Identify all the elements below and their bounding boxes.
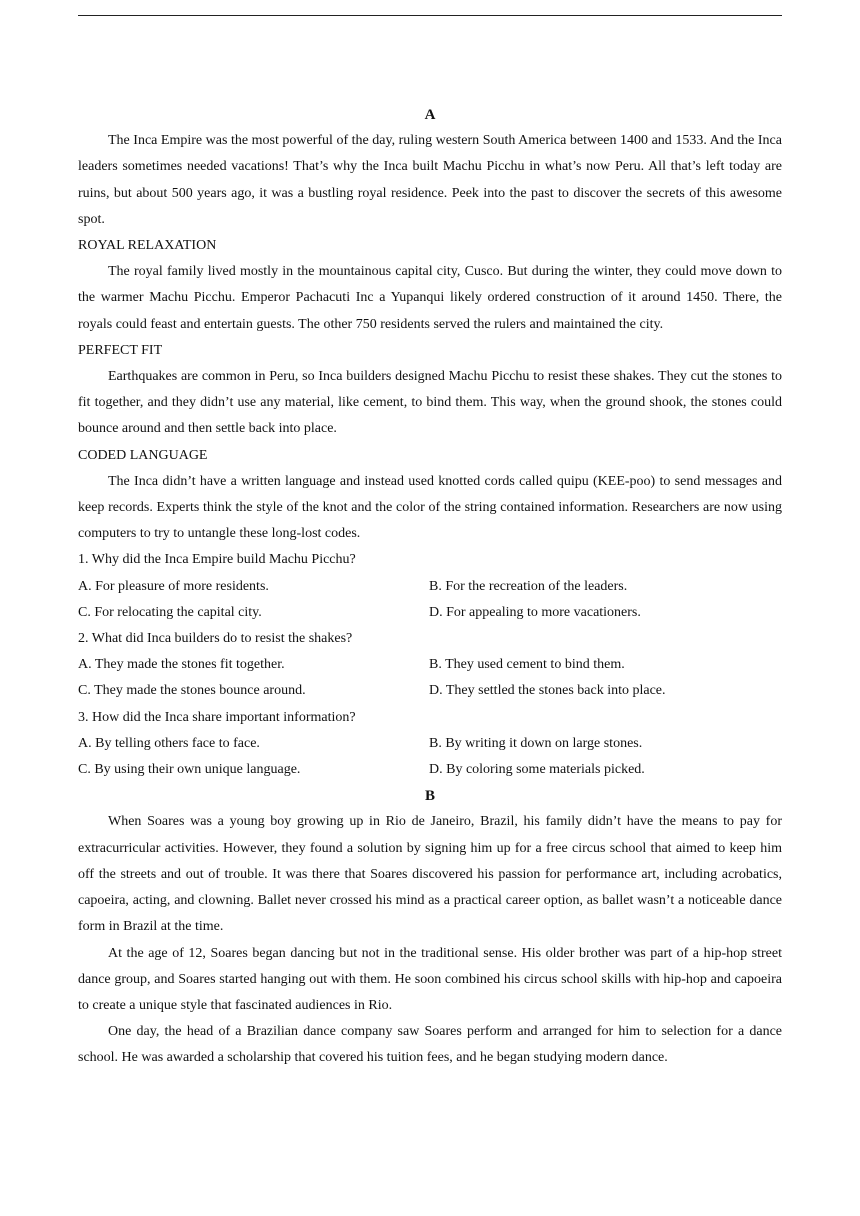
answer-options — [78, 574, 782, 626]
answer-options — [78, 731, 782, 783]
question-stem: 1. Why did the Inca Empire build Machu Picchu? — [78, 552, 356, 568]
section-b-paragraph-1: When Soares was a young boy growing up in Rio de Janeiro, Brazil, his family didn’t have the means to pay for extracurricular activities. However, they found a solution by signing him up for a free circus school that aimed to keep him off the streets and out of trouble. It was there that Soares discovered his passion for performance art, including acrobatics, capoeira, acting, and clowning. Ballet never crossed his mind as a practical career option, as ballet wasn’t a noticeable dance form in Brazil at the time. — [78, 814, 782, 935]
option-c[interactable]: C. They made the stones bounce around. — [78, 683, 306, 699]
question-stem: 2. What did Inca builders do to resist the shakes? — [78, 631, 353, 647]
section-a-intro: The Inca Empire was the most powerful of the day, ruling western South America between 1400 and 1533. And the Inca leaders sometimes needed vacations! That’s why the Inca built Machu Picchu in what’s now Peru. All that’s left today are ruins, but about 500 years ago, it was a bustling royal residence. Peek into the past to discover the secrets of this awesome spot. — [78, 133, 782, 227]
option-b[interactable]: B. By writing it down on large stones. — [429, 735, 643, 751]
option-d[interactable]: D. By coloring some materials picked. — [429, 762, 645, 778]
option-a[interactable]: A. By telling others face to face. — [78, 735, 260, 751]
section-b-paragraph-2: At the age of 12, Soares began dancing but not in the traditional sense. His older brother was part of a hip-hop street dance group, and Soares started hanging out with them. He soon combined his circus school skills with hip-hop and capoeira to create a unique style that fascinated audiences in Rio. — [78, 945, 782, 1013]
question-1 — [78, 547, 782, 626]
option-a[interactable]: A. They made the stones fit together. — [78, 657, 285, 673]
header-rule — [78, 15, 782, 16]
option-d[interactable]: D. They settled the stones back into place. — [429, 683, 666, 699]
question-stem: 3. How did the Inca share important information? — [78, 709, 356, 725]
section-b-paragraph-3: One day, the head of a Brazilian dance company saw Soares perform and arranged for him to selection for a dance school. He was awarded a scholarship that covered his tuition fees, and he began studying modern dance. — [78, 1024, 782, 1066]
section-a-heading: A — [424, 107, 436, 123]
subheading-perfect-fit: PERFECT FIT — [78, 342, 163, 358]
subheading-coded-language: CODED LANGUAGE — [78, 447, 208, 463]
option-d[interactable]: D. For appealing to more vacationers. — [429, 604, 641, 620]
section-a-paragraph-1: The royal family lived mostly in the mountainous capital city, Cusco. But during the winter, they could move down to the warmer Machu Picchu. Emperor Pachacuti Inc a Yupanqui likely ordered construction of it around 1450. There, the royals could feast and entertain guests. The other 750 residents served the rulers and maintained the city. — [78, 264, 782, 332]
section-b-heading: B — [424, 788, 435, 805]
option-b[interactable]: B. They used cement to bind them. — [429, 657, 625, 673]
document-page — [78, 102, 782, 1072]
section-a-paragraph-3: The Inca didn’t have a written language and instead used knotted cords called quipu (KEE-poo) to send messages and keep records. Experts think the style of the knot and the color of the string contained information. Researchers are now using computers to try to untangle these long-lost codes. — [78, 473, 782, 542]
answer-options — [78, 652, 782, 704]
subheading-royal-relaxation: ROYAL RELAXATION — [78, 238, 217, 254]
option-c[interactable]: C. By using their own unique language. — [78, 762, 301, 778]
question-2 — [78, 626, 782, 705]
question-3 — [78, 705, 782, 784]
option-b[interactable]: B. For the recreation of the leaders. — [429, 578, 628, 594]
section-a-paragraph-2: Earthquakes are common in Peru, so Inca builders designed Machu Picchu to resist these shakes. They cut the stones to fit together, and they didn’t use any material, like cement, to bind them. This way, when the ground shook, the stones could bounce around and then settle back into place. — [78, 369, 782, 437]
option-c[interactable]: C. For relocating the capital city. — [78, 604, 262, 620]
option-a[interactable]: A. For pleasure of more residents. — [78, 578, 269, 594]
